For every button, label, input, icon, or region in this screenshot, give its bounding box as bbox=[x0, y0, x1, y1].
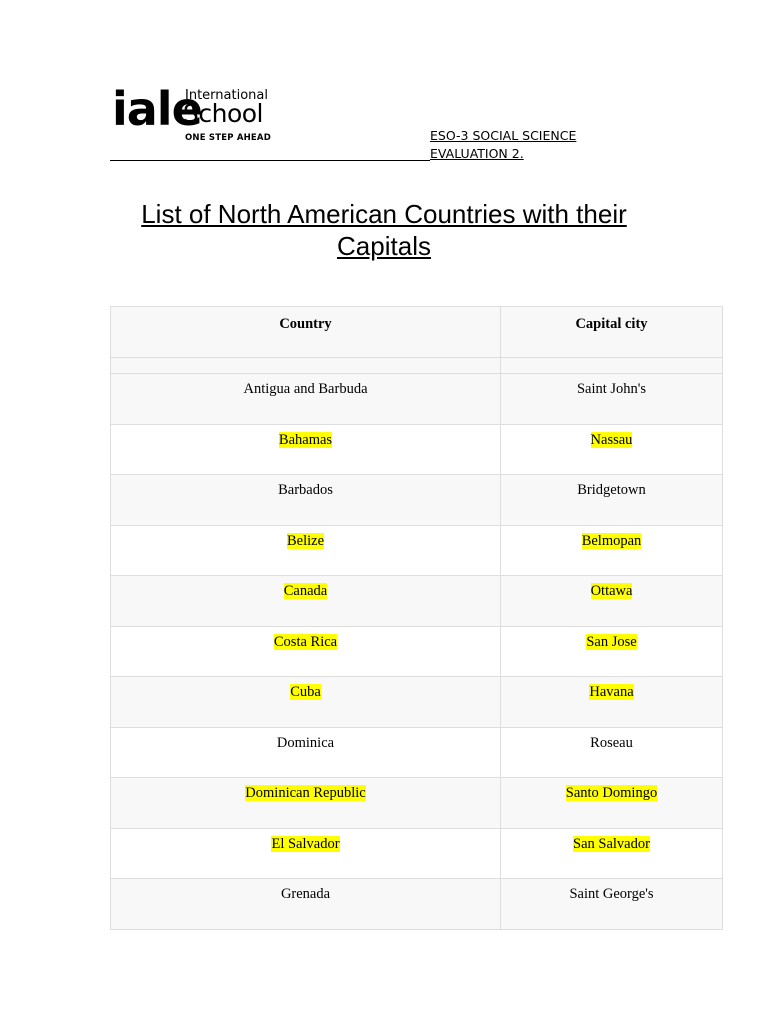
table-row bbox=[111, 879, 723, 930]
capital-cell-text: San Salvador bbox=[573, 835, 650, 852]
logo-tagline: ONE STEP AHEAD bbox=[185, 133, 271, 143]
school-logo bbox=[112, 82, 282, 146]
capital-cell bbox=[501, 374, 723, 425]
capital-cell-text: Roseau bbox=[590, 734, 633, 751]
country-cell-text: Cuba bbox=[290, 684, 321, 700]
capital-cell bbox=[501, 828, 723, 879]
country-cell-text: Grenada bbox=[280, 886, 331, 902]
capital-cell-text: Ottawa bbox=[590, 583, 633, 599]
logo-international: International bbox=[185, 88, 268, 103]
capital-cell bbox=[501, 525, 723, 576]
capital-cell-text: Saint John's bbox=[576, 381, 647, 397]
capital-cell-text: Belmopan bbox=[581, 532, 642, 549]
table-row bbox=[111, 475, 723, 526]
country-cell-text: Dominican Republic bbox=[245, 785, 366, 801]
capital-cell-text: Saint George's bbox=[569, 886, 654, 902]
country-cell bbox=[111, 677, 501, 728]
country-cell bbox=[111, 576, 501, 627]
document-title: List of North American Countries with their Capitals bbox=[141, 199, 627, 261]
table-row bbox=[111, 525, 723, 576]
country-cell bbox=[111, 525, 501, 576]
country-cell-text: El Salvador bbox=[271, 835, 340, 852]
capital-column-header: Capital city bbox=[501, 307, 723, 358]
table-header-row bbox=[111, 307, 723, 358]
country-cell-text: Belize bbox=[286, 532, 325, 549]
capital-cell bbox=[501, 475, 723, 526]
country-cell bbox=[111, 778, 501, 829]
table-row bbox=[111, 677, 723, 728]
country-cell bbox=[111, 374, 501, 425]
country-cell-text: Bahamas bbox=[278, 431, 333, 448]
capital-cell-text: Havana bbox=[589, 684, 634, 700]
table-row bbox=[111, 727, 723, 778]
country-column-header: Country bbox=[111, 307, 501, 358]
table-row bbox=[111, 424, 723, 475]
country-cell-text: Costa Rica bbox=[273, 633, 338, 650]
country-cell bbox=[111, 828, 501, 879]
capital-cell bbox=[501, 727, 723, 778]
country-cell bbox=[111, 879, 501, 930]
country-cell-text: Canada bbox=[283, 583, 328, 599]
table-row bbox=[111, 828, 723, 879]
logo-wordmark: iale bbox=[112, 82, 202, 136]
header-divider bbox=[110, 160, 430, 161]
capital-cell-text: Nassau bbox=[590, 431, 633, 448]
capital-cell bbox=[501, 677, 723, 728]
country-cell bbox=[111, 475, 501, 526]
capital-cell bbox=[501, 626, 723, 677]
capital-cell bbox=[501, 576, 723, 627]
capital-cell bbox=[501, 424, 723, 475]
logo-school: School bbox=[183, 99, 263, 128]
course-name: ESO-3 SOCIAL SCIENCE bbox=[430, 128, 577, 143]
country-cell bbox=[111, 727, 501, 778]
capital-cell-text: Santo Domingo bbox=[565, 785, 658, 801]
course-heading bbox=[430, 127, 576, 163]
table-row bbox=[111, 374, 723, 425]
country-cell-text: Dominica bbox=[276, 734, 335, 751]
table-spacer-row bbox=[111, 358, 723, 374]
table-row bbox=[111, 576, 723, 627]
table-row bbox=[111, 626, 723, 677]
capital-cell-text: San Jose bbox=[586, 633, 637, 650]
table-row bbox=[111, 778, 723, 829]
capital-cell bbox=[501, 879, 723, 930]
country-cell bbox=[111, 626, 501, 677]
capital-cell-text: Bridgetown bbox=[577, 482, 646, 498]
country-cell bbox=[111, 424, 501, 475]
evaluation-label: EVALUATION 2. bbox=[430, 146, 524, 161]
country-cell-text: Barbados bbox=[278, 482, 333, 498]
capital-cell bbox=[501, 778, 723, 829]
country-cell-text: Antigua and Barbuda bbox=[243, 381, 368, 397]
capitals-table bbox=[110, 306, 723, 930]
